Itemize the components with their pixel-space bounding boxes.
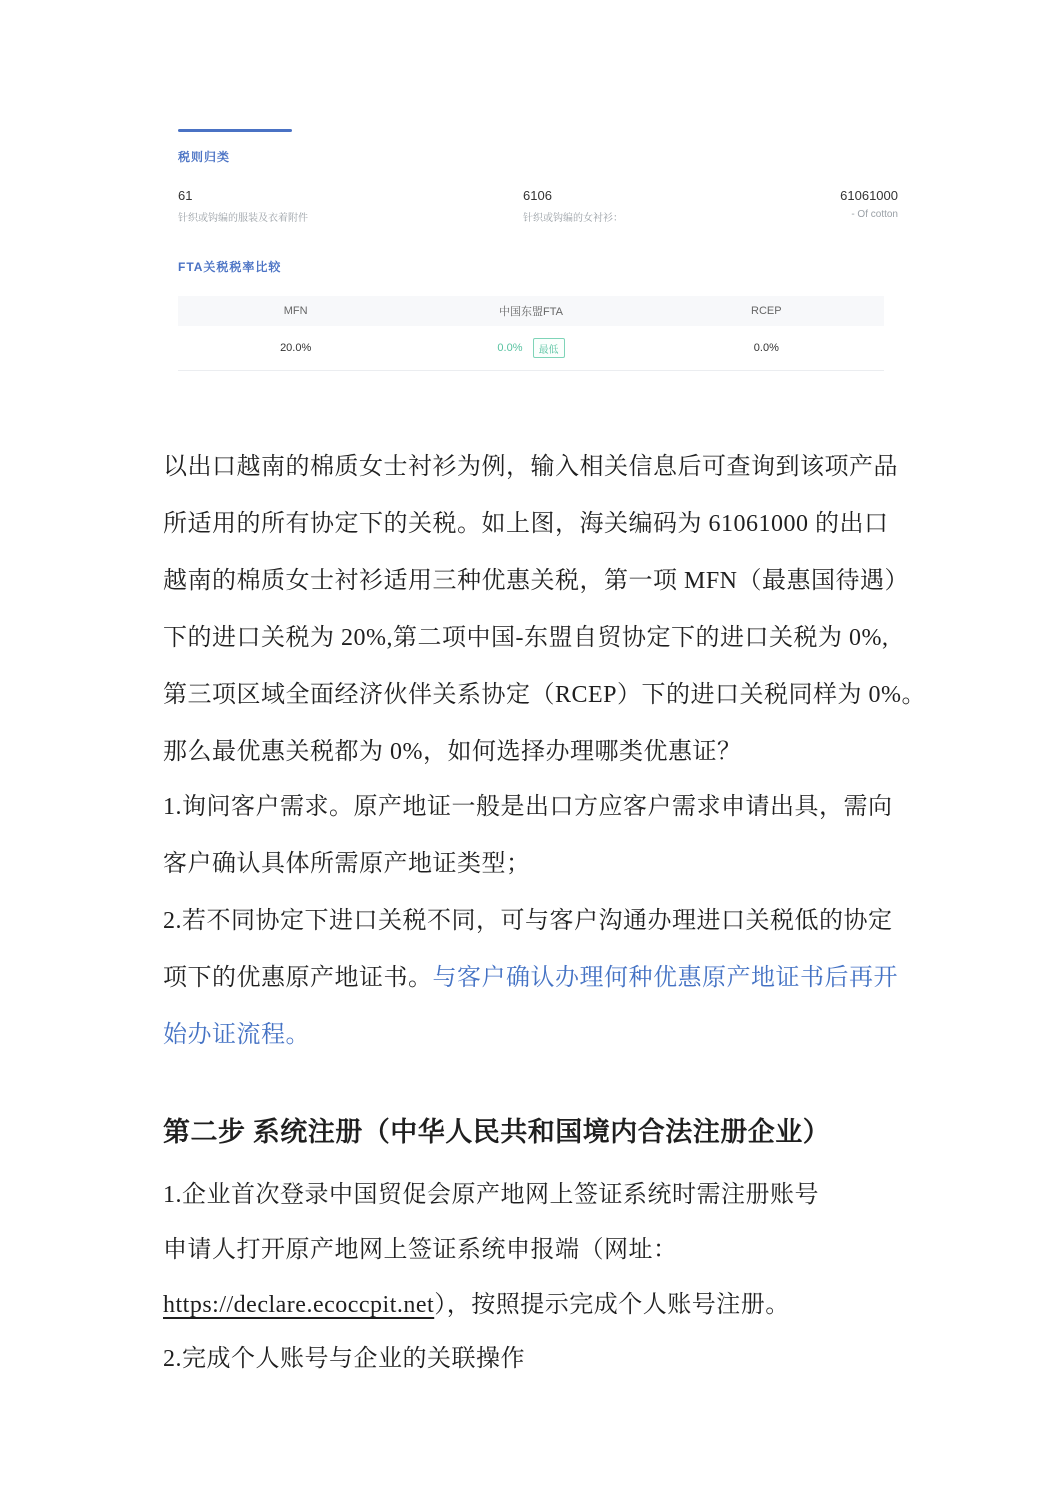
hs-chapter-code: 61 xyxy=(178,188,193,203)
paragraph4-line3-rest: ），按照提示完成个人账号注册。 xyxy=(434,1292,790,1318)
fta-rate-table xyxy=(178,296,884,371)
hs-full-code-column xyxy=(840,188,898,220)
hs-heading-desc: 针织或钩编的女衬衫： xyxy=(523,213,623,224)
hs-full-code-desc: - Of cotton xyxy=(851,209,898,220)
china-asean-rate-cell xyxy=(413,338,648,358)
hs-heading-code: 6106 xyxy=(523,188,552,203)
col-header-china-asean-fta: 中国东盟FTA xyxy=(499,306,563,318)
paragraph1-line2: 所适用的所有协定下的关税。如上图，海关编码为 61061000 的出口 xyxy=(163,511,889,537)
paragraph1-line6: 那么最优惠关税都为 0%，如何选择办理哪类优惠证？ xyxy=(163,739,742,765)
paragraph4-line2: 申请人打开原产地网上签证系统申报端（网址： xyxy=(163,1237,678,1263)
paragraph1-line3: 越南的棉质女士衬衫适用三种优惠关税，第一项 MFN（最惠国待遇） xyxy=(163,568,910,594)
paragraph3-line2 xyxy=(163,961,943,995)
paragraph3-line3-blue: 始办证流程。 xyxy=(163,1022,310,1048)
china-asean-rate-value: 0.0% xyxy=(497,341,523,354)
paragraph1-line5: 第三项区域全面经济伙伴关系协定（RCEP）下的进口关税同样为 0%。 xyxy=(163,682,927,708)
mfn-rate-value: 20.0% xyxy=(280,342,312,354)
hs-full-code: 61061000 xyxy=(840,188,898,203)
paragraph1-line4: 下的进口关税为 20%,第二项中国-东盟自贸协定下的进口关税为 0%, xyxy=(163,625,889,651)
tariff-query-screenshot xyxy=(178,118,898,374)
paragraph2-line1: 1.询问客户需求。原产地证一般是出口方应客户需求申请出具，需向 xyxy=(163,794,893,820)
paragraph4-line1: 1.企业首次登录中国贸促会原产地网上签证系统时需注册账号 xyxy=(163,1182,819,1208)
rcep-rate-value: 0.0% xyxy=(753,342,779,354)
declare-system-url-link[interactable]: https://declare.ecoccpit.net xyxy=(163,1292,435,1318)
fta-table-row xyxy=(178,326,884,370)
col-header-rcep: RCEP xyxy=(751,305,782,317)
paragraph1-line1: 以出口越南的棉质女士衬衫为例，输入相关信息后可查询到该项产品 xyxy=(163,454,898,480)
paragraph3-line2-black: 项下的优惠原产地证书。 xyxy=(163,965,433,991)
blue-divider-line xyxy=(178,129,292,132)
lowest-rate-badge: 最低 xyxy=(533,338,565,358)
fta-table-header xyxy=(178,296,884,326)
hs-chapter-desc: 针织或钩编的服装及衣着附件 xyxy=(178,213,308,224)
paragraph3-line1: 2.若不同协定下进口关税不同，可与客户沟通办理进口关税低的协定 xyxy=(163,908,893,934)
paragraph3-line2-blue: 与客户确认办理何种优惠原产地证书后再开 xyxy=(432,965,898,991)
fta-rate-comparison-label: FTA关税税率比较 xyxy=(178,260,282,274)
step2-section-heading: 第二步 系统注册（中华人民共和国境内合法注册企业） xyxy=(163,1117,831,1147)
hs-chapter-column xyxy=(178,188,308,224)
hs-heading-column xyxy=(523,188,623,224)
paragraph2-line2: 客户确认具体所需原产地证类型； xyxy=(163,851,531,877)
col-header-mfn: MFN xyxy=(283,305,308,317)
paragraph4-line4: 2.完成个人账号与企业的关联操作 xyxy=(163,1346,525,1372)
paragraph4-line3 xyxy=(163,1288,943,1322)
tariff-classification-label: 税则归类 xyxy=(178,150,231,164)
